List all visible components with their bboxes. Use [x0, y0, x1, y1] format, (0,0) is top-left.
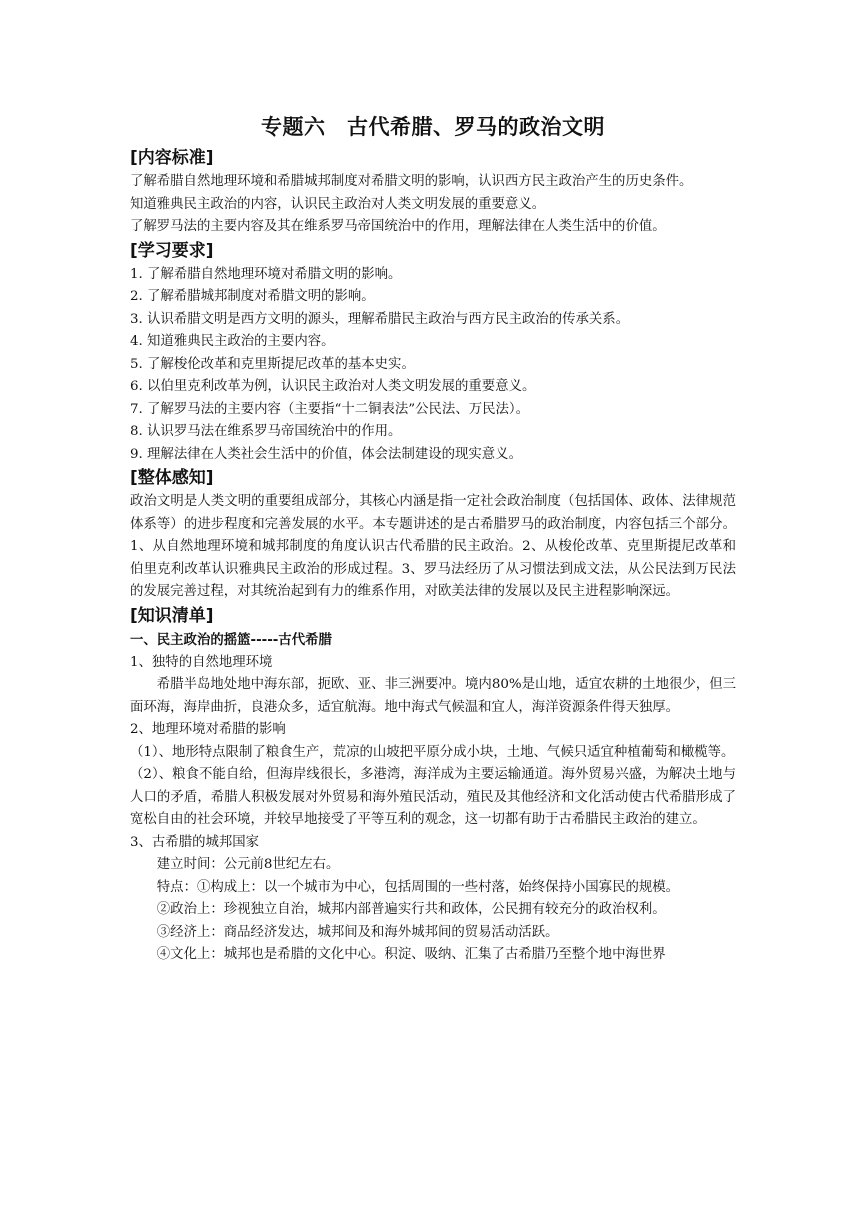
requirement-item: 9. 理解法律在人类社会生活中的价值，体会法制建设的现实意义。 — [130, 446, 522, 462]
requirements-list — [130, 264, 736, 467]
feature-item: ④文化上：城邦也是希腊的文化中心。积淀、吸纳、汇集了古希腊乃至整个地中海世界 — [156, 947, 666, 962]
requirement-item: 4. 知道雅典民主政治的主要内容。 — [130, 334, 335, 349]
requirement-item: 7. 了解罗马法的主要内容（主要指“十二铜表法”公民法、万民法）。 — [130, 401, 529, 417]
knowledge-heading: [知识清单] — [130, 605, 214, 626]
section-paragraph: （1）、地形特点限制了粮食生产，荒凉的山坡把平原分成小块，土地、气候只适宜种植葡萄和橄榄等。 — [130, 744, 735, 760]
feature-item: ③经济上：商品经济发达，城邦间及和海外城邦间的贸易活动活跃。 — [156, 924, 559, 940]
section-paragraph: （2）、粮食不能自给，但海岸线很长，多港湾，海洋成为主要运输通道。海外贸易兴盛，为解决土地与人口的矛盾，希腊人积极发展对外贸易和海外殖民活动，殖民及其他经济和文化活动使古代希腊形成了宽松自由的社会环境，并较早地接受了平等互利的观念，这一切都有助于古希腊民主政治的建立。 — [130, 767, 736, 827]
standards-item: 了解罗马法的主要内容及其在维系罗马帝国统治中的作用，理解法律在人类生活中的价值。 — [130, 219, 666, 234]
feature-item: 特点：①构成上：以一个城市为中心，包括周围的一些村落，始终保持小国寡民的规模。 — [156, 879, 680, 895]
section-paragraph: 希腊半岛地处地中海东部，扼欧、亚、非三洲要冲。境内80%是山地，适宜农耕的土地很少，但三面环海，海岸曲折，良港众多，适宜航海。地中海式气候温和宜人，海洋资源条件得天独厚。 — [130, 677, 736, 715]
part-title: 一、民主政治的摇篮-----古代希腊 — [130, 632, 332, 648]
page-title: 专题六 古代希腊、罗马的政治文明 — [261, 115, 605, 139]
requirement-item: 3. 认识希腊文明是西方文明的源头，理解希腊民主政治与西方民主政治的传承关系。 — [130, 311, 630, 327]
section-title: 3、古希腊的城邦国家 — [130, 834, 260, 850]
overview-text: 政治文明是人类文明的重要组成部分，其核心内涵是指一定社会政治制度（包括国体、政体、法律规范体系等）的进步程度和完善发展的水平。本专题讲述的是古希腊罗马的政治制度，内容包括三个部分。1、从自然地理环境和城邦制度的角度认识古代希腊的民主政治。2、从梭伦改革、克里斯提尼改革和伯里克利改革认识雅典民主政治的形成过程。3、罗马法经历了从习惯法到成文法，从公民法到万民法的发展完善过程，对其统治起到有力的维系作用，对欧美法律的发展以及民主进程影响深远。 — [130, 494, 736, 599]
overview-heading: [整体感知] — [130, 468, 214, 488]
section-title: 2、地理环境对希腊的影响 — [130, 722, 286, 737]
standards-item: 知道雅典民主政治的内容，认识民主政治对人类文明发展的重要意义。 — [130, 196, 546, 212]
requirements-heading: [学习要求] — [130, 240, 214, 261]
requirement-item: 5. 了解梭伦改革和克里斯提尼改革的基本史实。 — [130, 356, 415, 372]
requirement-item: 8. 认识罗马法在维系罗马帝国统治中的作用。 — [130, 424, 402, 439]
requirement-item: 2. 了解希腊城邦制度对希腊文明的影响。 — [130, 289, 375, 304]
section-title: 1、独特的自然地理环境 — [130, 654, 273, 670]
standards-heading: [内容标准] — [130, 148, 214, 168]
standards-item: 了解希腊自然地理环境和希腊城邦制度对希腊文明的影响，认识西方民主政治产生的历史条件。 — [130, 174, 693, 189]
founding-time: 建立时间：公元前8世纪左右。 — [156, 857, 340, 872]
requirement-item: 6. 以伯里克利改革为例，认识民主政治对人类文明发展的重要意义。 — [130, 379, 536, 394]
requirement-item: 1. 了解希腊自然地理环境对希腊文明的影响。 — [130, 266, 402, 282]
feature-item: ②政治上：珍视独立自治，城邦内部普遍实行共和政体，公民拥有较充分的政治权利。 — [156, 902, 666, 917]
document-page — [130, 112, 736, 967]
